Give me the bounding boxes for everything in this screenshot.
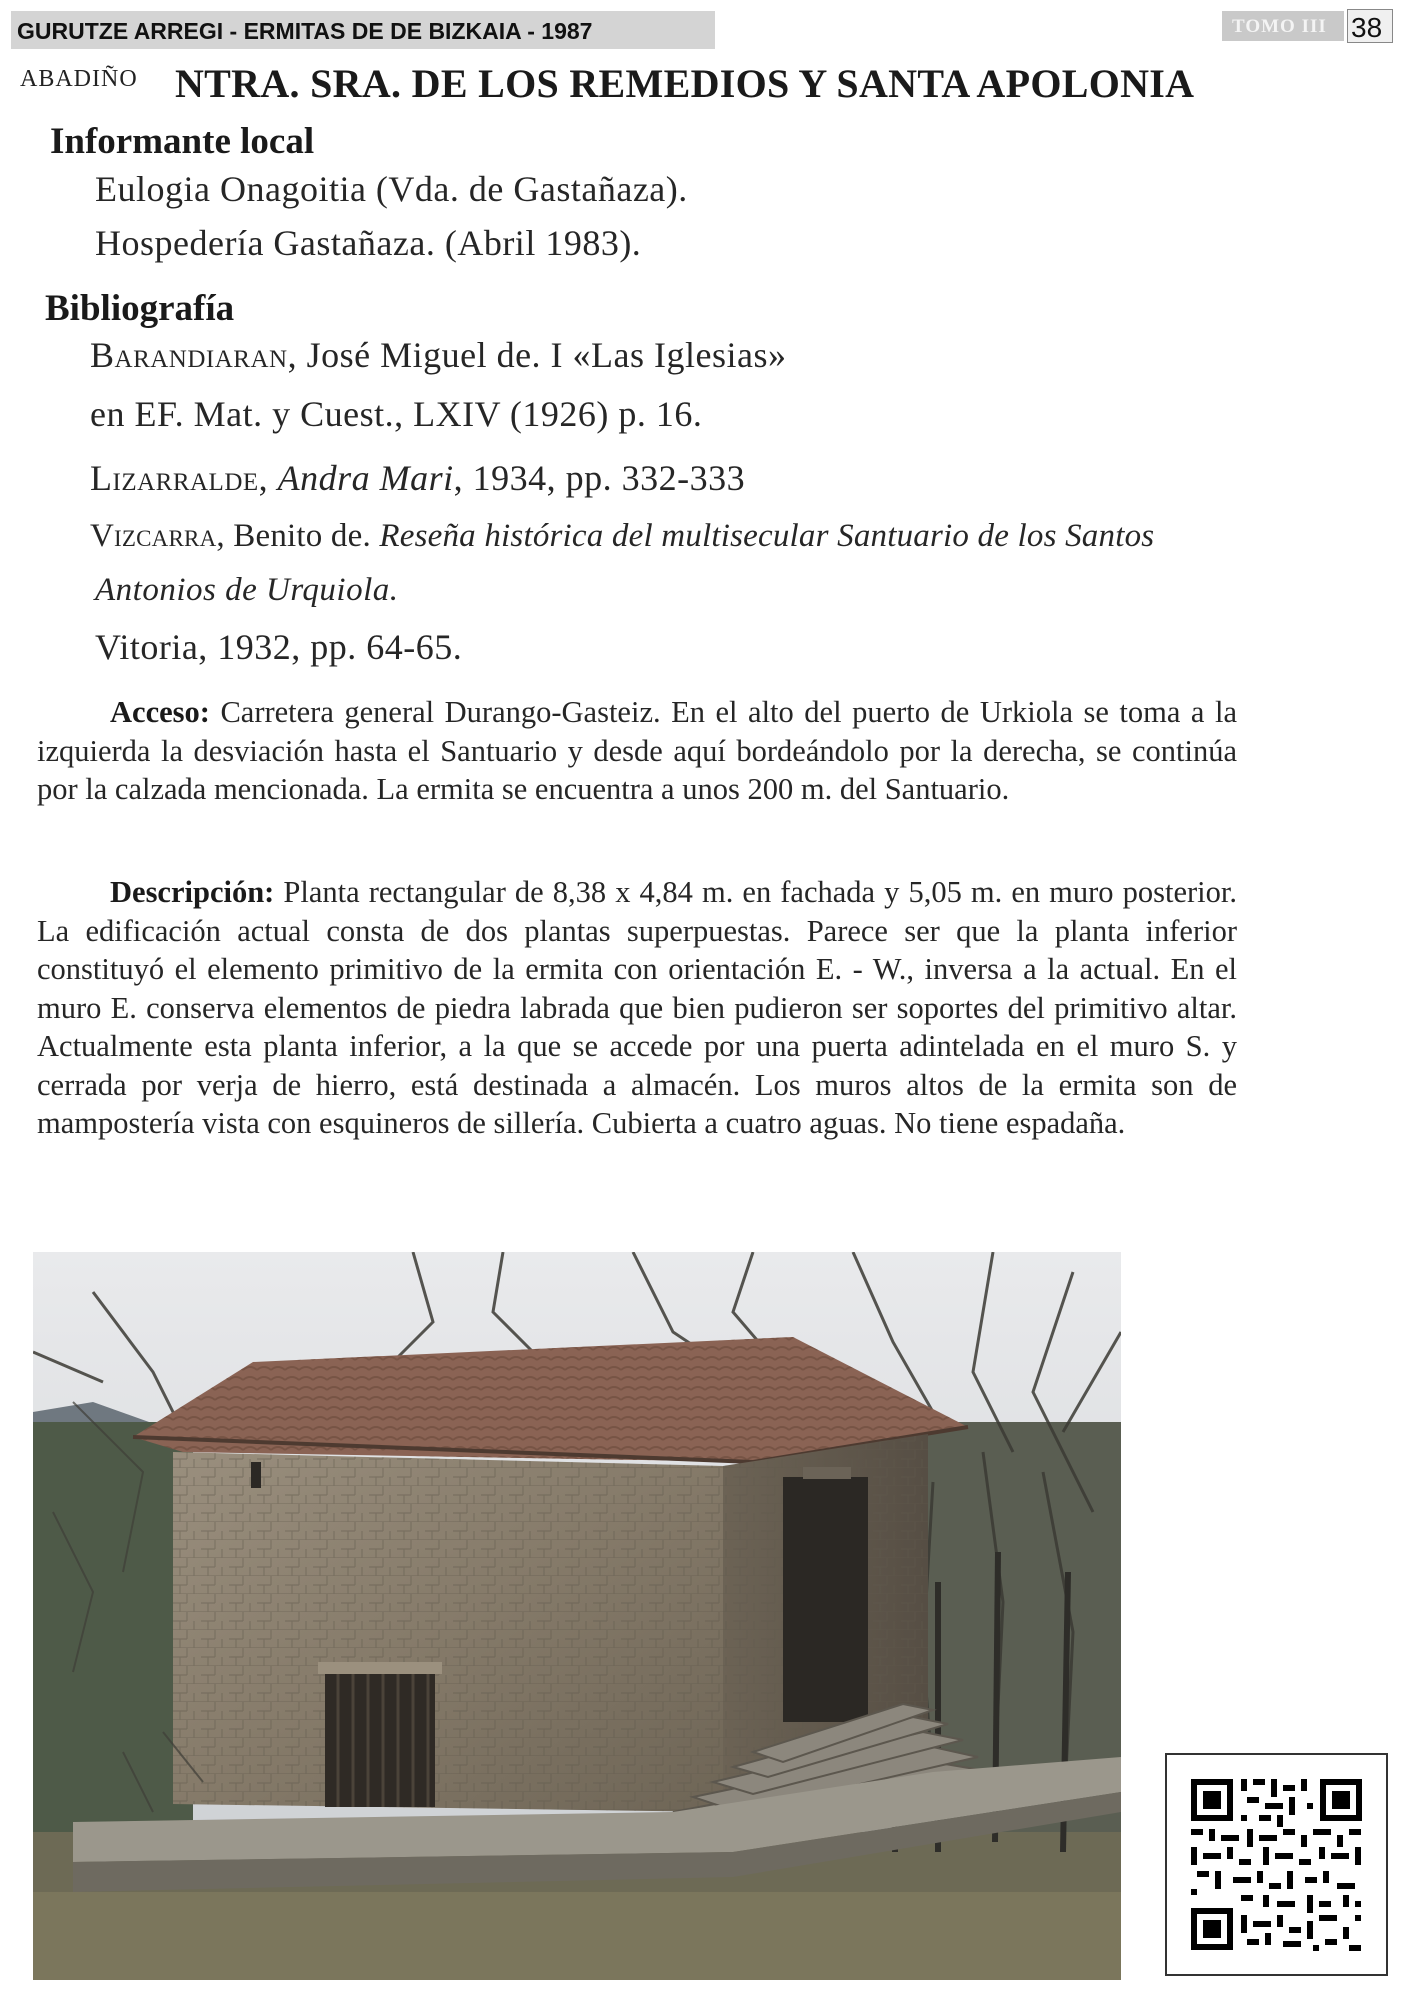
bib-ref-2 — [90, 457, 745, 499]
bib-ref-3-imprint: Vitoria, 1932, pp. 64-65. — [95, 627, 463, 667]
page-number: 38 — [1351, 12, 1383, 43]
volume-label: TOMO III — [1232, 16, 1327, 37]
header-source-bar — [11, 11, 715, 49]
qr-code[interactable] — [1165, 1753, 1388, 1976]
bib-ref-3-author: Vizcarra — [90, 518, 217, 554]
bib-ref-2-rest: , 1934, pp. 332-333 — [453, 458, 746, 498]
bib-ref-3-title: Reseña histórica del multisecular Santuario de los Santos — [379, 518, 1155, 554]
bib-ref-3-rest: , Benito de. — [216, 518, 380, 554]
descripcion-text: Planta rectangular de 8,38 x 4,84 m. en fachada y 5,05 m. en muro posterior. La edificación actual consta de dos plantas superpuestas. Parece ser que la planta inferior constituyó el elemento primitivo de la ermita con orientación E. - W., inversa a la actual. En el muro E. conserva elementos de piedra labrada que bien pudieron ser soportes del primitivo altar. Actualmente esta planta inferior, a la que se accede por una puerta adintelada en el muro S. y cerrada por verja de hierro, está destinada a almacén. Los muros altos de la ermita son de mampostería vista con esquineros de sillería. Cubierta a cuatro aguas. No tiene espadaña. — [37, 875, 1237, 1140]
bib-ref-3-cont: Antonios de Urquiola. — [95, 572, 399, 608]
informante-heading: Informante local — [50, 121, 315, 162]
bib-ref-1-author: Barandiaran — [90, 335, 288, 375]
place-name: ABADIÑO — [20, 66, 138, 92]
bibliografia-heading: Bibliografía — [45, 288, 235, 329]
acceso-label: Acceso: — [110, 695, 210, 729]
informante-line-1: Eulogia Onagoitia (Vda. de Gastañaza). — [95, 169, 688, 209]
page-number-box — [1347, 9, 1393, 43]
bib-ref-2-author: Lizarralde — [90, 458, 259, 498]
informante-line-2: Hospedería Gastañaza. (Abril 1983). — [95, 223, 642, 263]
descripcion-label: Descripción: — [110, 875, 275, 909]
acceso-text: Carretera general Durango-Gasteiz. En el alto del puerto de Urkiola se toma a la izquierda la desviación hasta el Santuario y desde aquí bordeándolo por la derecha, se continúa por la calzada mencionada. La ermita se encuentra a unos 200 m. del Santuario. — [37, 695, 1237, 806]
bib-ref-2-sep: , — [258, 458, 278, 498]
bib-ref-3 — [90, 518, 1154, 555]
page-title: NTRA. SRA. DE LOS REMEDIOS Y SANTA APOLONIA — [175, 61, 1195, 106]
hermitage-photo — [33, 1252, 1121, 1980]
bib-ref-1 — [90, 334, 786, 376]
descripcion-paragraph — [37, 873, 1237, 1143]
bib-ref-1-cont: en EF. Mat. y Cuest., LXIV (1926) p. 16. — [90, 394, 703, 434]
acceso-paragraph — [37, 693, 1237, 809]
bib-ref-2-title: Andra Mari — [277, 458, 454, 498]
bib-ref-1-rest: , José Miguel de. I «Las Iglesias» — [287, 335, 787, 375]
hermitage-photo-icon — [33, 1252, 1121, 1980]
qr-code-icon — [1167, 1755, 1386, 1974]
header-source-label: GURUTZE ARREGI - ERMITAS DE DE BIZKAIA - 1987 — [17, 18, 593, 44]
volume-badge — [1222, 11, 1344, 41]
